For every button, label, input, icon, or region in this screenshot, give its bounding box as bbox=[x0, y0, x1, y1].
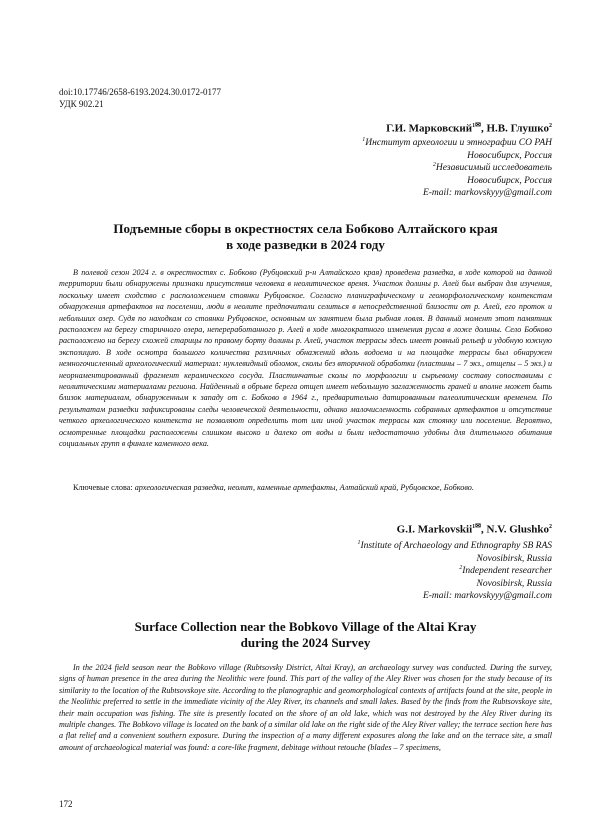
ru-aff1-text: Институт археологии и этнографии СО РАН bbox=[365, 138, 552, 148]
page-number: 172 bbox=[59, 799, 73, 809]
ru-title bbox=[59, 221, 552, 253]
ru-authors: Г.И. Марковский$^{1✉}$, Н.В. Глушко$^2$ bbox=[386, 121, 552, 135]
en-author1-sup: 1 bbox=[472, 524, 476, 530]
ru-author2-sup: 2 bbox=[549, 123, 552, 129]
ru-city2: Новосибирск, Россия bbox=[467, 175, 552, 186]
ru-title-line1: Подъемные сборы в окрестностях села Бобково Алтайского края bbox=[113, 221, 498, 236]
ru-author2: Н.В. Глушко bbox=[486, 122, 549, 135]
en-abstract bbox=[59, 662, 552, 753]
en-title-line2: during the 2024 Survey bbox=[240, 635, 371, 650]
en-aff2-sup: 2 bbox=[459, 564, 463, 571]
en-city2: Novosibirsk, Russia bbox=[476, 578, 552, 589]
ru-author1: Г.И. Марковский bbox=[386, 122, 473, 135]
ru-aff1 bbox=[362, 137, 552, 150]
ru-title-line2: в ходе разведки в 2024 году bbox=[226, 237, 385, 252]
udk: УДК 902.21 bbox=[59, 99, 104, 109]
ru-aff2 bbox=[362, 162, 552, 175]
en-author2: N.V. Glushko bbox=[486, 523, 549, 536]
ru-abstract bbox=[59, 267, 552, 450]
en-author2-sup: 2 bbox=[549, 524, 552, 530]
en-authors: G.I. Markovskii$^{1✉}$, N.V. Glushko$^2$ bbox=[396, 522, 552, 536]
ru-keywords bbox=[73, 483, 553, 492]
en-aff2 bbox=[357, 565, 552, 578]
en-author1: G.I. Markovskii bbox=[396, 523, 473, 536]
ru-keywords-label: Ключевые слова: bbox=[73, 483, 133, 492]
ru-aff2-text: Независимый исследователь bbox=[435, 163, 552, 173]
doi: doi:10.17746/2658-6193.2024.30.0172-0177 bbox=[59, 87, 221, 97]
en-aff1-sup: 1 bbox=[357, 539, 361, 546]
en-city1: Novosibirsk, Russia bbox=[476, 553, 552, 564]
ru-aff1-sup: 1 bbox=[362, 136, 366, 143]
envelope-icon: ✉ bbox=[475, 121, 481, 129]
ru-aff2-sup: 2 bbox=[432, 161, 436, 168]
en-affiliations bbox=[357, 540, 552, 603]
en-aff1-text: Institute of Archaeology and Ethnography SB RAS bbox=[360, 541, 552, 551]
ru-keywords-text: археологическая разведка, неолит, каменные артефакты, Алтайский край, Рубцовское, Бобково. bbox=[134, 483, 474, 492]
en-title bbox=[59, 619, 552, 651]
ru-affiliations bbox=[362, 137, 552, 200]
ru-abstract-text: В полевой сезон 2024 г. в окрестностях с. Бобково (Рубцовский р-н Алтайского края) проведена разведка, в ходе которой на данной территории были обнаружены признаки присутствия человека в неолитическое время. Участок долины р. Алей был выбран для изучения, поскольку имеет сходство с расположением стоянки Рубцовское. Согласно планиграфическому и геоморфологическому контекстам обнаружения артефактов на поселении, люди в неолите предпочитали селиться в непосредственной близости от р. Алей, его проток и небольших озер. Судя по находкам со стоянки Рубцовское, основным их занятием была рыбная ловля. В данный момент этот памятник расположен на берегу старичного озера, непереработанного р. Алей в ходе многократного изменения русла в ложе долины. Село Бобково расположено на берегу схожей старицы по правому борту долины р. Алей, участок террасы здесь имеет ровный рельеф и удобную южную экспозицию. В ходе осмотра большого количества различных обнажений вдоль водоема и на площадке террасы был обнаружен немногочисленный археологический материал: нуклевидный обломок, сколы без вторичной обработки (пластины – 7 экз., отщепы – 5 экз.) и неорнаментированный фрагмент керамического сосуда. Пластинчатые сколы по морфологии и сырьевому составу сопоставимы с неолитическими материалами региона. Найденный в обрыве берега отщеп имеет небольшую заглаженность граней и вполне может быть близок материалам, обнаруженным к западу от с. Бобково в 1964 г., предварительно датированным палеолитическим временем. По результатам разведки зафиксированы следы человеческой деятельности, однако малочисленность собранных артефактов и отсутствие четкого археологического контекста не позволяют определить тот или иной участок террасы как стоянку или поселение. Вероятно, осмотренные площадки расположены слишком высоко и далеко от воды и были недостаточно удобны для длительного обитания социальных групп в финале каменного века. bbox=[59, 268, 552, 449]
en-email: E-mail: markovskyyy@gmail.com bbox=[422, 591, 552, 601]
en-title-line1: Surface Collection near the Bobkovo Village of the Altai Kray bbox=[134, 619, 477, 634]
en-abstract-text: In the 2024 field season near the Bobkovo village (Rubtsovsky District, Altai Kray), an archaeology survey was conducted. During the survey, signs of human presence in the area during the Neolithic were found. This part of the valley of the Aley River was chosen for the study because of its similarity to the location of the Rubtsovskoye site. According to the planographic and geomorphological contexts of artifacts found at the site, people in the Neolithic preferred to settle in the immediate vicinity of the Aley River, its channels and small lakes. Based by the finds from the Rubtsovskoye site, their main occupation was fishing. The site is presently located on the shore of an old lake, which was not destroyed by the Aley River during its multiple changes. The Bobkovo village is located on the bank of a similar old lake on the right side of the Aley River valley; the terrace section here has a flat relief and a convenient southern exposure. During the inspection of a many different exposures along the lake and on the terrace site, a small amount of archaeological material was found: a core-like fragment, debitage without retouche (blades – 7 specimens, bbox=[59, 663, 552, 752]
en-aff1 bbox=[357, 540, 552, 553]
envelope-icon: ✉ bbox=[475, 522, 482, 530]
ru-author1-sup: 1 bbox=[472, 123, 476, 129]
en-aff2-text: Independent researcher bbox=[462, 566, 552, 576]
ru-city1: Новосибирск, Россия bbox=[467, 150, 552, 161]
ru-email: E-mail: markovskyyy@gmail.com bbox=[422, 188, 552, 198]
